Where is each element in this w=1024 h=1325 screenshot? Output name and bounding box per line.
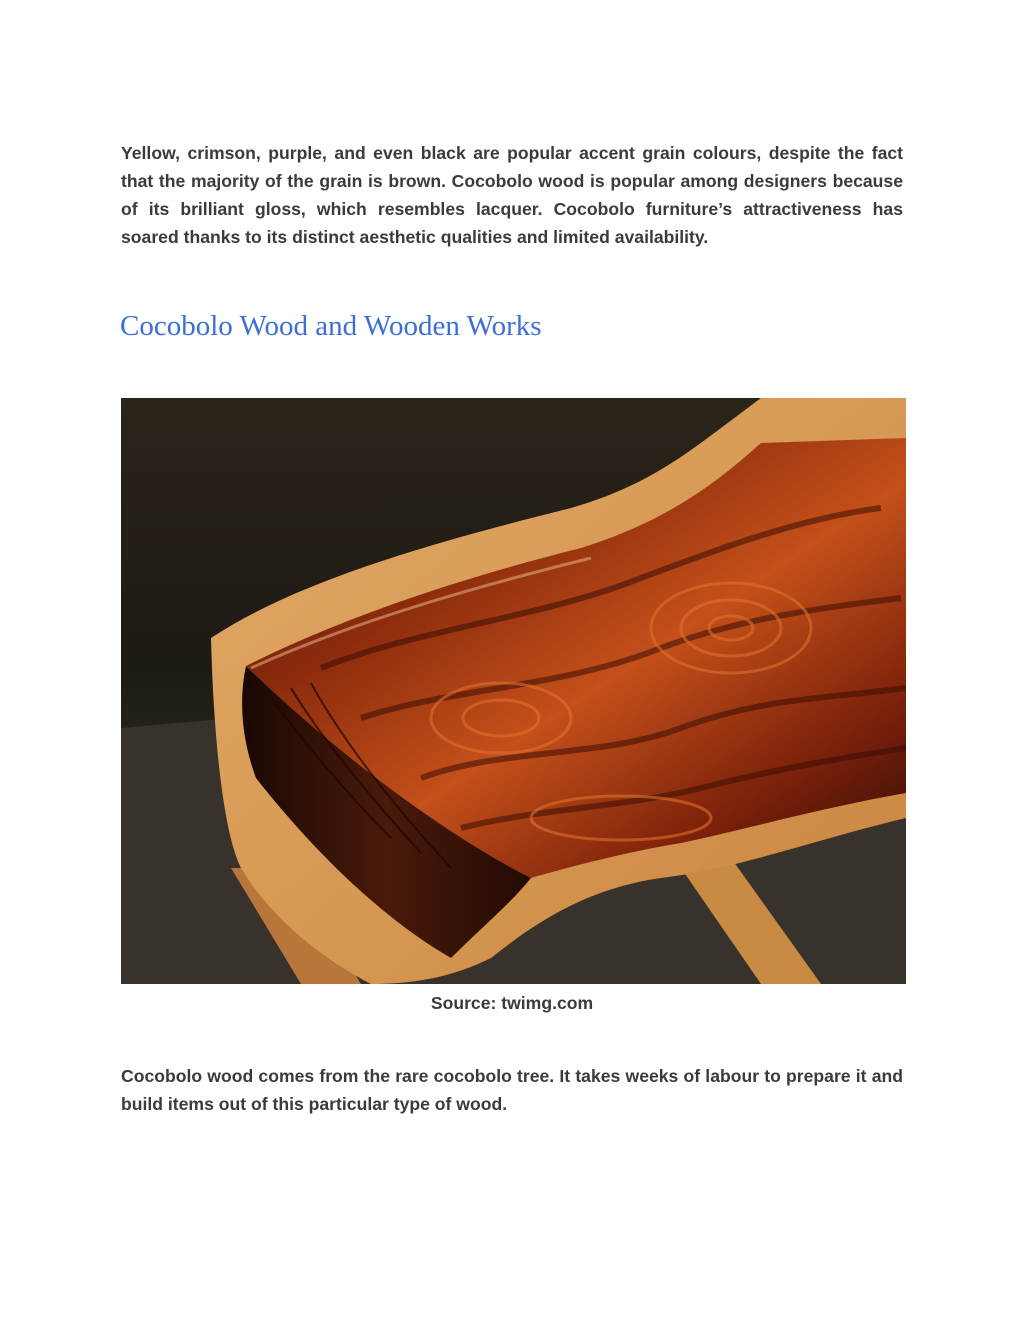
figure-caption: Source: twimg.com [430,993,594,1013]
section-heading: Cocobolo Wood and Wooden Works [120,310,542,342]
intro-paragraph: Yellow, crimson, purple, and even black are popular accent grain colours, despite the fact that the majority of the grain is brown. Cocobolo wood is popular among designers because of its brilliant gloss, which resembles lacquer. Cocobolo furniture’s attractiveness has soared thanks to its distinct aesthetic qualities and limited availability. [121,143,903,247]
closing-paragraph: Cocobolo wood comes from the rare cocobolo tree. It takes weeks of labour to prepare it and build items out of this particular type of wood. [121,1066,903,1114]
cocobolo-wood-photo [121,398,906,984]
